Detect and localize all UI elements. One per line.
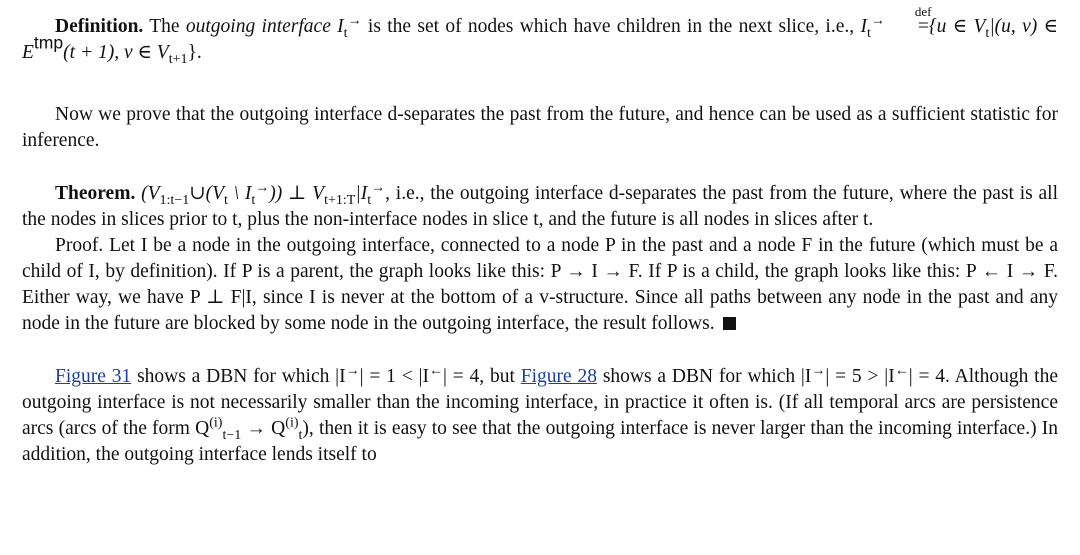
paper-page (22, 4, 1058, 468)
proof-paragraph (22, 233, 1058, 337)
theorem-paragraph: Theorem. ($V_{1:t-1}\cup(V_t$ \ $I_t^\to$)) ⊥ $V_{t+1:T}|I_t^\to$, i.e., the outgoing interface d-separates the past from the future, where the past is all the nodes in slices prior to t, plus the non-interface nodes in slice t, and the future is all nodes in slices after t. (22, 179, 1058, 230)
prove-paragraph: Now we prove that the outgoing interface d-separates the past from the future, and hence can be used as a sufficient statistic for inference. (22, 104, 1058, 151)
definition-label: Definition. (55, 16, 144, 37)
figure-28-link[interactable]: Figure 28 (520, 366, 597, 387)
theorem-label: Theorem. (55, 183, 136, 204)
defeq-symbol: def = (914, 4, 932, 37)
definition-term: outgoing interface (185, 16, 331, 37)
theorem-text: , i.e., the outgoing interface d-separates the past from the future, where the past is all the nodes in slices prior to t, plus the non-interface nodes in slice t, and the future is all nodes in slices after t. (22, 183, 1058, 230)
figure-paragraph: Figure 31 shows a DBN for which |I→| = 1 < |I←| = 4, but Figure 28 shows a DBN for which |I→| = 5 > |I←| = 4. Although the outgoing interface is not necessarily smaller than the incoming interface, in practice it often is. (If all temporal arcs are persistence arcs (arcs of the form $Q^{(i)}_{t-1} \to Q^{(i)}_t$), then it is easy to see that the outgoing interface is never larger than the incoming interface.) In addition, the outgoing interface lends itself to (22, 362, 1058, 465)
proof-text: Proof. Let I be a node in the outgoing interface, connected to a node P in the past and a node F in the future (which must be a child of I, by definition). If P is a parent, the graph looks like this: P → I → F. If P is a child, the graph looks like this: P ← I → F. Either way, we have P ⊥ F|I, since I is never at the bottom of a v-structure. Since all paths between any node in the past and any node in the future are blocked by some node in the outgoing interface, the result follows. (22, 235, 1058, 334)
definition-paragraph: Definition. The outgoing interface $I_t^\to$ is the set of nodes which have children in the next slice, i.e., $I_t^\to$ def ={u ∈ $V_t|(u$, v) ∈ Etmp(t + 1), v ∈ $V_{t+1}$}. (22, 4, 1058, 67)
figure-31-link[interactable]: Figure 31 (55, 366, 132, 387)
qed-square-icon (723, 317, 736, 330)
